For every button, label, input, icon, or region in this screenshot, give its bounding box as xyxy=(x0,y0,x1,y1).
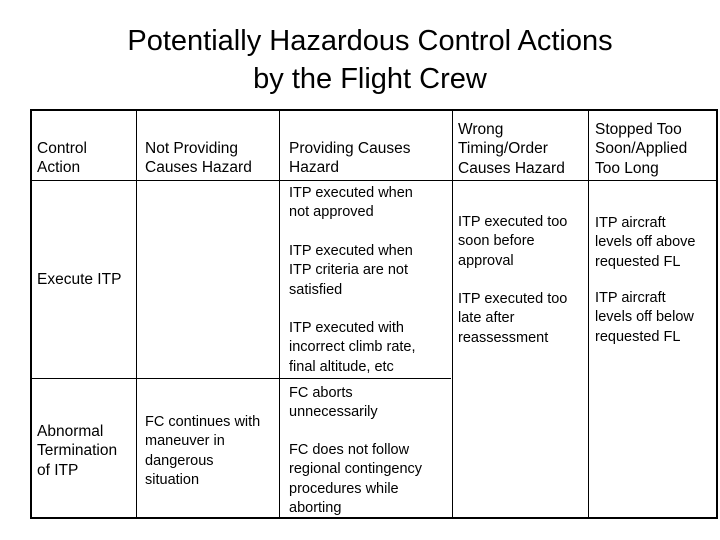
providing-hazard-item: ITP executed when ITP criteria are not satisfied xyxy=(289,243,413,298)
column-divider xyxy=(279,111,280,517)
column-divider xyxy=(588,111,589,517)
title-line-2: by the Flight Crew xyxy=(253,63,487,95)
stopped-too-soon-hazard-item: ITP aircraft levels off below requested FL xyxy=(595,290,694,345)
providing-hazard-item: FC does not follow regional contingency procedures while aborting xyxy=(289,442,423,516)
header-divider xyxy=(32,180,716,181)
column-divider xyxy=(452,111,453,517)
header-wrong-timing: Wrong Timing/Order Causes Hazard xyxy=(458,121,565,177)
header-not-providing: Not Providing Causes Hazard xyxy=(145,140,252,177)
wrong-timing-hazard-item: ITP executed too soon before approval xyxy=(458,214,568,269)
wrong-timing-hazard-item: ITP executed too late after reassessment xyxy=(458,291,568,346)
page-title xyxy=(0,22,720,98)
header-control-action: Control Action xyxy=(37,140,87,177)
providing-hazard-item: ITP executed when not approved xyxy=(289,185,413,221)
header-providing: Providing Causes Hazard xyxy=(289,140,411,177)
column-divider xyxy=(136,111,137,517)
hazard-table xyxy=(30,109,718,519)
providing-hazard-item: FC aborts unnecessarily xyxy=(289,385,378,421)
header-stopped-too-soon: Stopped Too Soon/Applied Too Long xyxy=(595,121,688,177)
title-line-1: Potentially Hazardous Control Actions xyxy=(127,25,613,57)
row-label-execute-itp: Execute ITP xyxy=(37,271,122,288)
providing-hazard-item: ITP executed with incorrect climb rate, final altitude, etc xyxy=(289,320,416,375)
stopped-too-soon-hazard-item: ITP aircraft levels off above requested FL xyxy=(595,215,696,270)
not-providing-hazard-item: FC continues with maneuver in dangerous situation xyxy=(145,414,261,488)
row-divider xyxy=(32,378,451,379)
row-label-abnormal-termination: Abnormal Termination of ITP xyxy=(37,423,118,479)
